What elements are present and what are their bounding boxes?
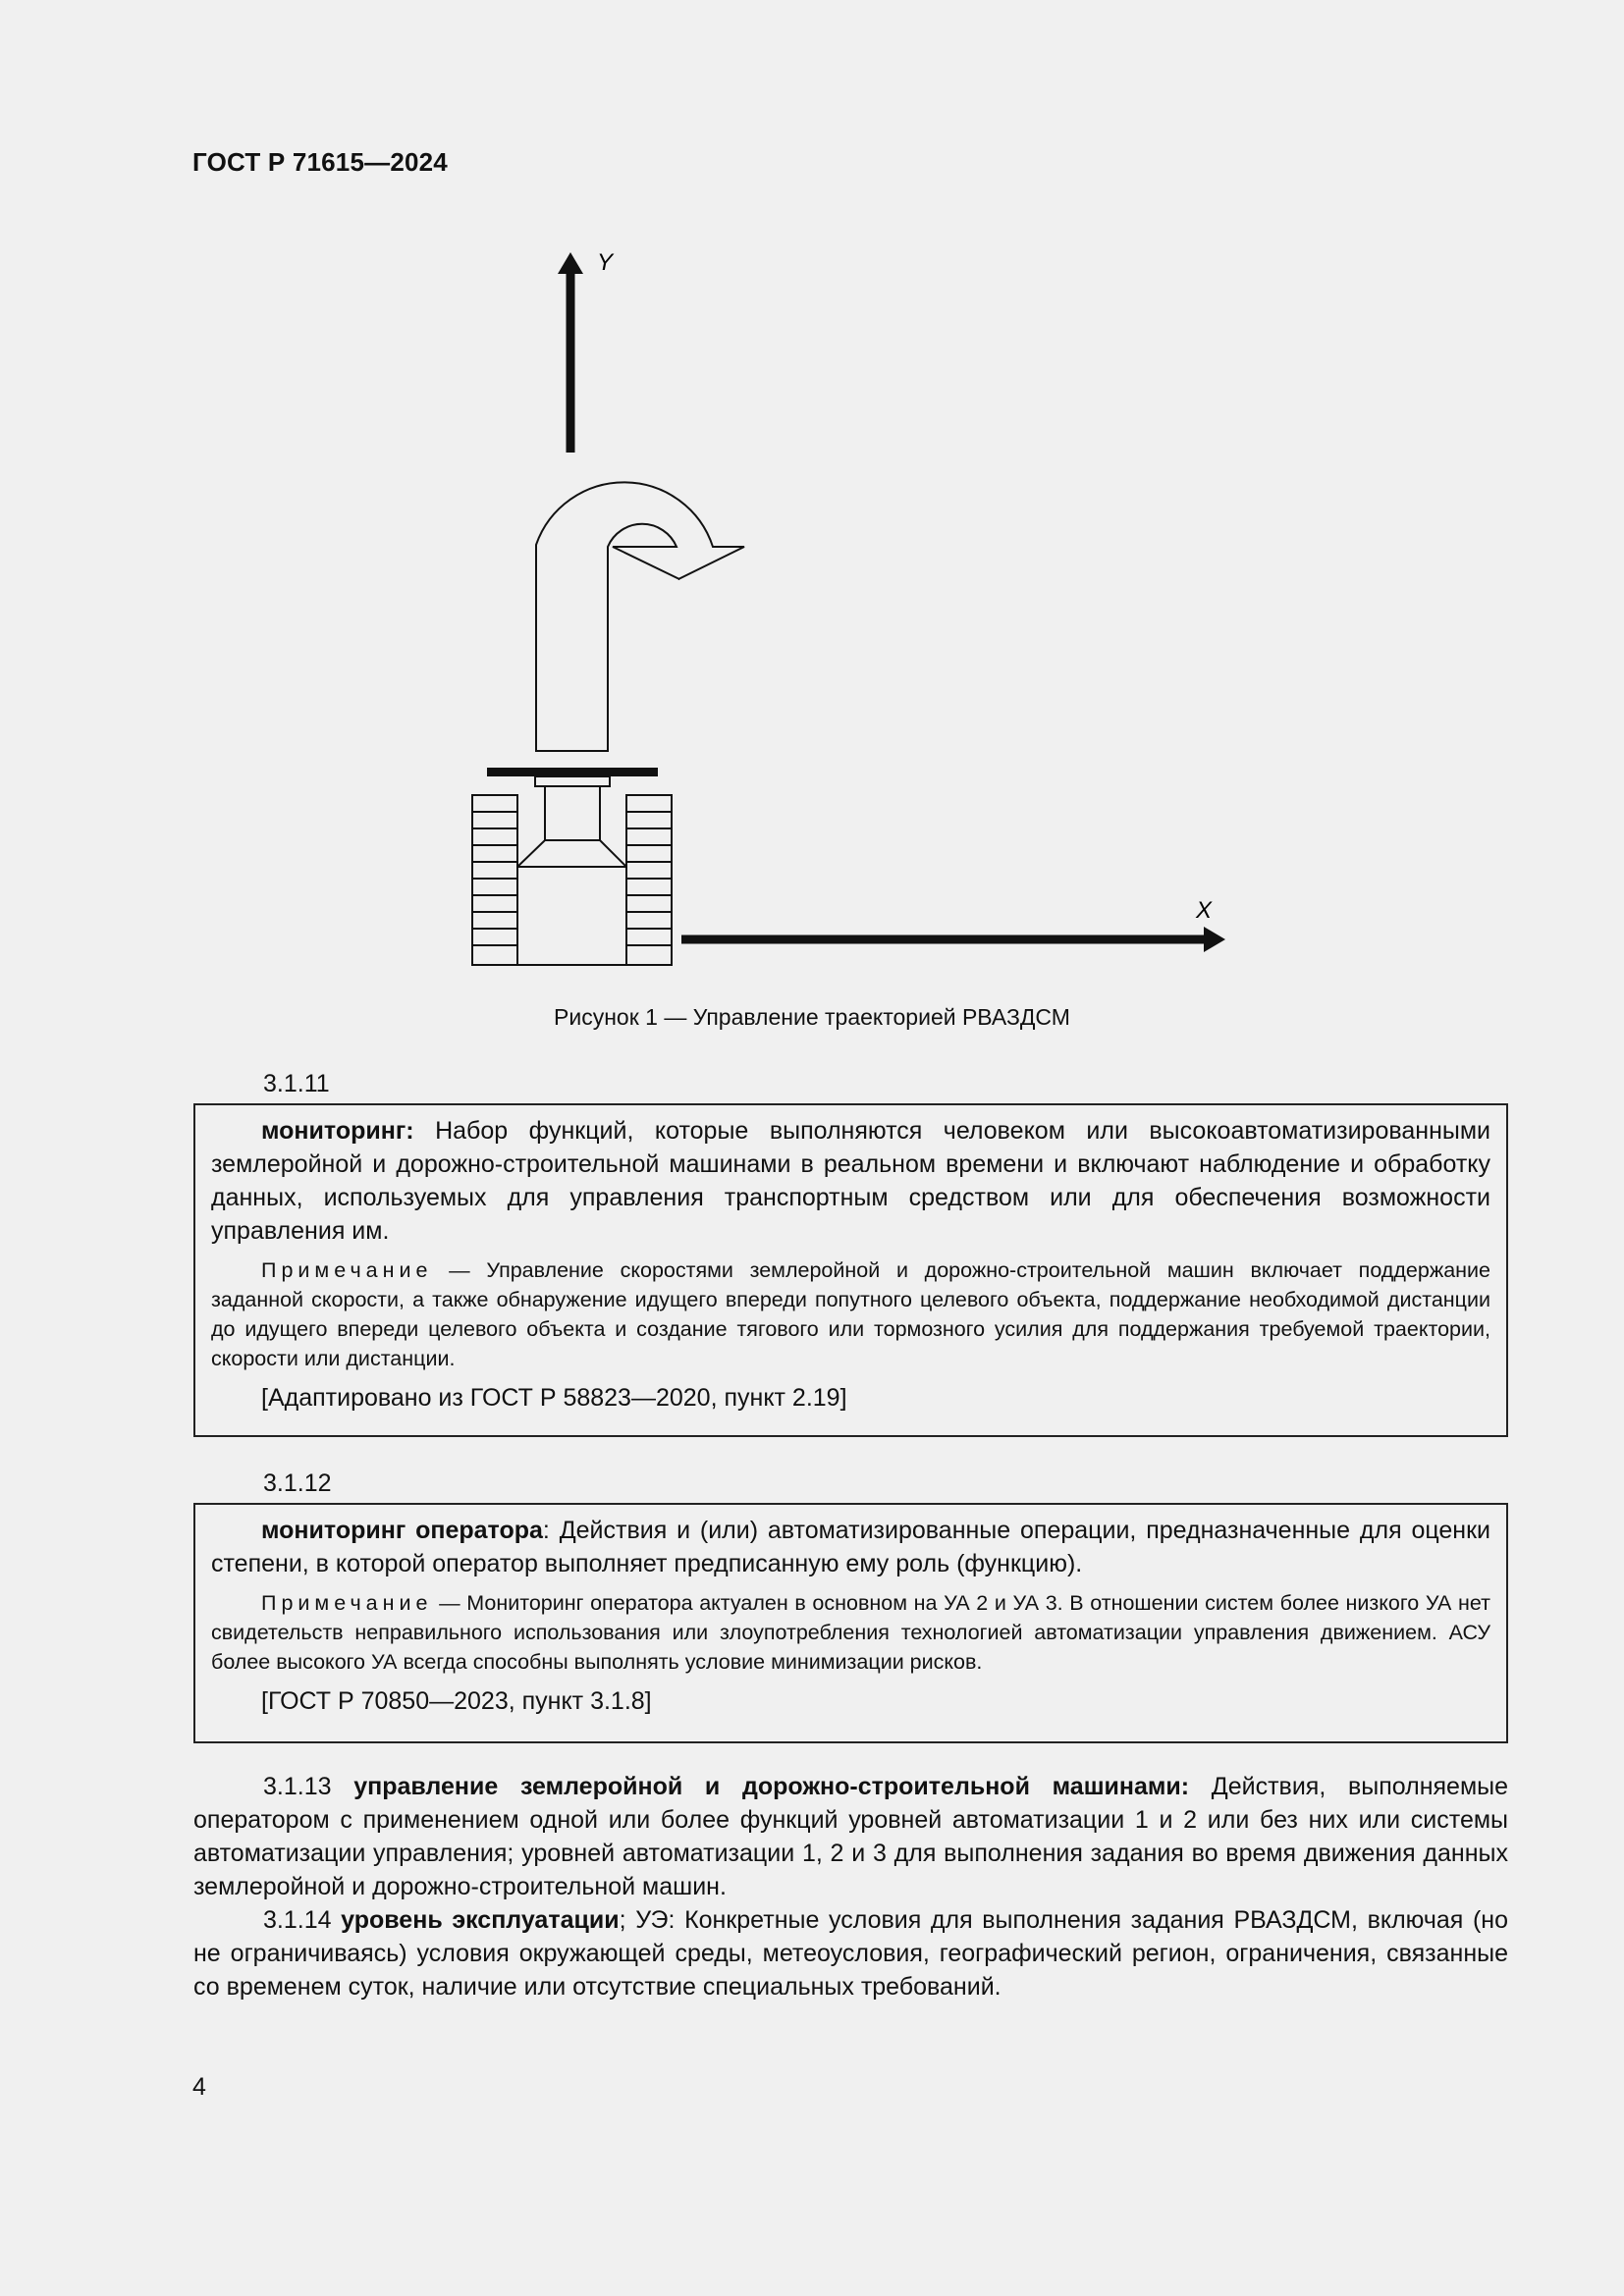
note-label: Примечание <box>261 1258 433 1282</box>
figure-caption: Рисунок 1 — Управление траекторией РВАЗДСМ <box>554 1004 1070 1030</box>
term-box-3-1-11 <box>193 1103 1508 1437</box>
trajectory-arrow <box>536 482 744 751</box>
blade-bar <box>487 768 658 776</box>
note-text: — Мониторинг оператора актуален в основном на УА 2 и УА 3. В отношении систем более низкого УА нет свидетельств неправильного использования или злоупотребления технологией автоматизации управления движением. АСУ более высокого УА всегда способны выполнять условие минимизации рисков. <box>211 1591 1490 1674</box>
x-axis-arrowhead <box>1204 927 1225 952</box>
term-box-3-1-12 <box>193 1503 1508 1743</box>
paragraph-text: ; УЭ: Конкретные условия для выполнения задания РВАЗДСМ, включая (но не ограничиваясь) условия окружающей среды, метеоусловия, географический регион, ограничения, связанные со временем суток, наличие или отсутствие специальных требований. <box>193 1906 1509 2001</box>
x-axis-label: X <box>1196 897 1213 924</box>
paragraph-3-1-14 <box>193 1903 1508 2003</box>
page-number: 4 <box>192 2073 206 2101</box>
trajectory-diagram <box>452 240 1237 987</box>
y-axis-arrowhead <box>558 252 583 274</box>
document-header: ГОСТ Р 71615—2024 <box>192 147 448 177</box>
term-definition <box>211 1114 1490 1248</box>
y-axis-label: Y <box>597 249 614 276</box>
term-source: [Адаптировано из ГОСТ Р 58823—2020, пункт 2.19] <box>261 1384 847 1412</box>
paragraph-term: уровень эксплуатации <box>341 1906 620 1934</box>
term-number: 3.1.11 <box>263 1070 330 1097</box>
term-title: мониторинг оператора <box>261 1517 543 1544</box>
definition-text: Набор функций, которые выполняются человеком или высокоавтоматизированными землеройной и дорожно-строительной машинами в реальном времени и включают наблюдение и обработку данных, используемых для управления транспортным средством или для обеспечения возможности управления им. <box>211 1117 1490 1245</box>
paragraph-term: управление землеройной и дорожно-строительной машинами: <box>353 1773 1190 1800</box>
term-number: 3.1.12 <box>263 1469 332 1497</box>
note-label: Примечание <box>261 1591 433 1615</box>
paragraph-number: 3.1.13 <box>263 1773 332 1800</box>
body-paragraphs <box>193 1770 1508 2003</box>
left-track <box>472 795 517 965</box>
term-note <box>211 1588 1490 1677</box>
term-source: [ГОСТ Р 70850—2023, пункт 3.1.8] <box>261 1687 652 1715</box>
note-text: — Управление скоростями землеройной и дорожно-строительной машин включает поддержание заданной скорости, а также обнаружение идущего впереди попутного целевого объекта, поддержание необходимой дистанции до идущего впереди целевого объекта и создание тягового или тормозного усилия для поддержания требуемой траектории, скорости или дистанции. <box>211 1258 1490 1370</box>
machine-body <box>517 786 626 965</box>
paragraph-text: Действия, выполняемые оператором с применением одной или более функций уровней автоматизации 1 и 2 или без них или системы автоматизации управления; уровней автоматизации 1, 2 и 3 для выполнения задания во время движения данных землеройной и дорожно-строительной машин. <box>193 1773 1509 1900</box>
definition-text: : Действия и (или) автоматизированные операции, предназначенные для оценки степени, в которой оператор выполняет предписанную ему роль (функцию). <box>211 1517 1491 1577</box>
right-track <box>626 795 672 965</box>
term-definition <box>211 1514 1490 1580</box>
paragraph-3-1-13 <box>193 1770 1508 1903</box>
trajectory-figure <box>452 240 1237 987</box>
blade-mount <box>535 776 610 786</box>
paragraph-number: 3.1.14 <box>263 1906 332 1934</box>
term-title: мониторинг: <box>261 1117 414 1145</box>
term-note <box>211 1255 1490 1373</box>
